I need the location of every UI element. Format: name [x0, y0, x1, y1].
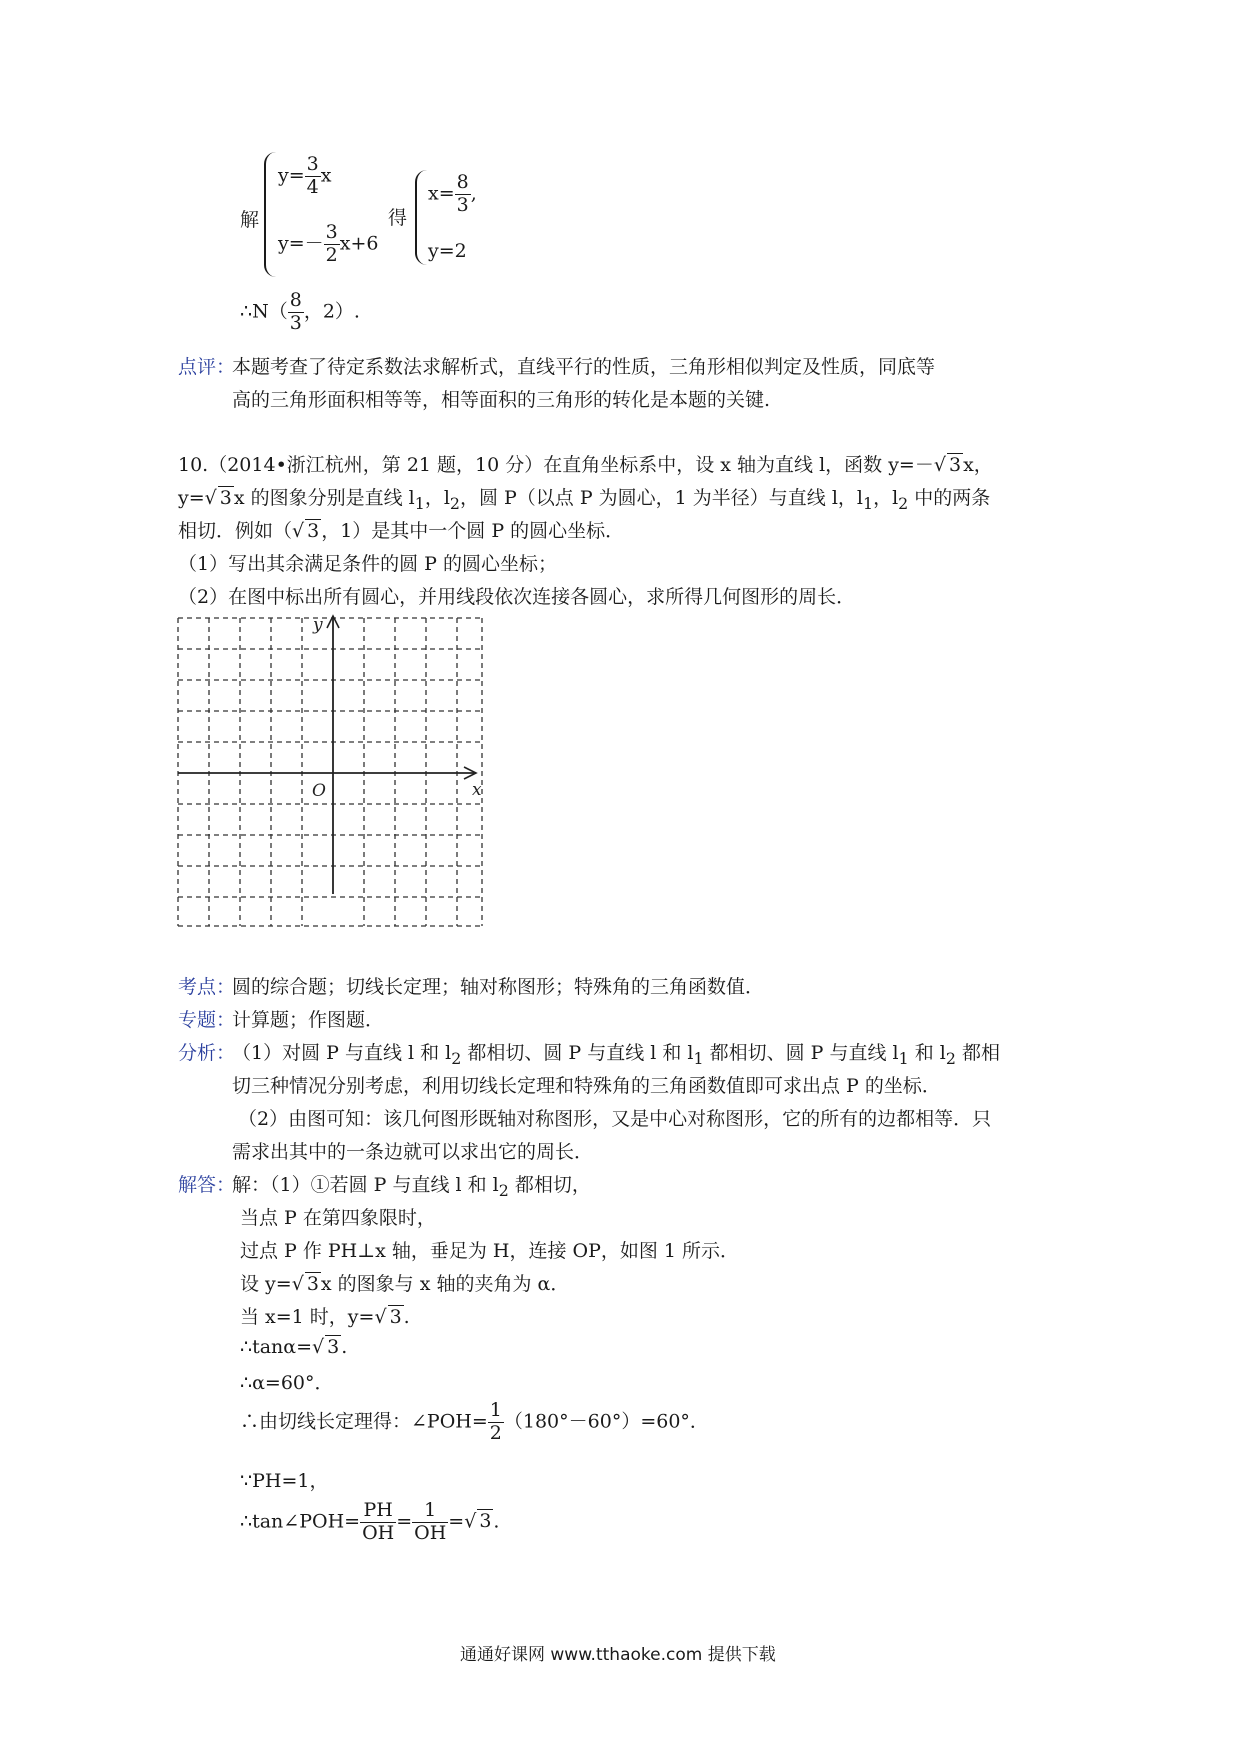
zhuanti-text: 计算题；作图题． — [232, 1009, 385, 1031]
solution-line-6: ∴tanα=√ 3 . — [240, 1336, 348, 1358]
solution-line-3: 过点 P 作 PH⊥x 轴，垂足为 H，连接 OP，如图 1 所示． — [240, 1240, 740, 1262]
solution-line-7: ∴α=60°． — [240, 1372, 334, 1394]
fenxi-line-2: 切三种情况分别考虑，利用切线长定理和特殊角的三角函数值即可求出点 P 的坐标． — [232, 1075, 941, 1097]
x-axis-label: x — [472, 780, 482, 800]
solution-line-4: 设 y=√ 3 x 的图象与 x 轴的夹角为 α． — [240, 1273, 570, 1295]
question-line-1: 10.（2014•浙江杭州，第 21 题，10 分）在直角坐标系中，设 x 轴为直线 l，函数 y=－√ 3 x， — [178, 454, 993, 476]
solution-line-10: ∴tan∠POH= $\frac{PH}{OH}$ = $\frac{1}{OH}$ =√ 3 . — [240, 1499, 500, 1544]
solution-line-2: 当点 P 在第四象限时， — [240, 1207, 436, 1229]
kaodian-label: 考点： — [178, 976, 236, 998]
origin-label: O — [312, 781, 326, 801]
solution-line-9: ∵PH=1， — [240, 1470, 329, 1492]
solution-x: x= $\frac{8}{3}$ , — [428, 171, 477, 216]
solution-y: y=2 — [428, 240, 467, 262]
coordinate-grid — [170, 610, 490, 930]
equation-1: y= $\frac{3}{4}$ x — [278, 153, 332, 198]
question-line-3: 相切．例如（√ 3 ，1）是其中一个圆 P 的圆心坐标． — [178, 520, 625, 542]
question-part-1: （1）写出其余满足条件的圆 P 的圆心坐标； — [178, 553, 557, 575]
solution-line-1: 解：（1）①若圆 P 与直线 l 和 $l_2$ 都相切， — [232, 1174, 591, 1200]
solution-line-8: ∴由切线长定理得：∠POH= $\frac{1}{2}$ （180°－60°）=60°． — [240, 1399, 709, 1444]
review-line-1: 本题考查了待定系数法求解析式，直线平行的性质，三角形相似判定及性质，同底等 — [232, 356, 936, 378]
solution-label: 解答： — [178, 1174, 236, 1196]
n-point: ∴N（ $\frac{8}{3}$ ，2）. — [240, 289, 360, 334]
review-label: 点评： — [178, 356, 236, 378]
zhuanti-label: 专题： — [178, 1009, 236, 1031]
equation-2: y=－ $\frac{3}{2}$ x+6 — [278, 221, 379, 266]
y-axis-label: y — [313, 615, 323, 635]
get-word: 得 — [388, 207, 408, 229]
kaodian-text: 圆的综合题；切线长定理；轴对称图形；特殊角的三角函数值． — [232, 976, 765, 998]
question-part-2: （2）在图中标出所有圆心，并用线段依次连接各圆心，求所得几何图形的周长． — [178, 586, 856, 608]
fenxi-line-1: （1）对圆 P 与直线 l 和 $l_2$ 都相切、圆 P 与直线 l 和 $l_1$ 都相切、圆 P 与直线 $l_1$ 和 $l_2$ 都相 — [232, 1042, 1000, 1068]
question-line-2: y=√ 3 x 的图象分别是直线 $l_1$，$l_2$，圆 P（以点 P 为圆心，1 为半径）与直线 l，$l_1$，$l_2$ 中的两条 — [178, 487, 991, 513]
system-brace-left — [264, 152, 276, 277]
solve-word: 解 — [240, 209, 260, 231]
fenxi-line-3: （2）由图可知：该几何图形既轴对称图形，又是中心对称图形，它的所有的边都相等．只 — [238, 1108, 992, 1130]
fenxi-label: 分析： — [178, 1042, 236, 1064]
review-line-2: 高的三角形面积相等等，相等面积的三角形的转化是本题的关键. — [232, 389, 771, 411]
solution-line-5: 当 x=1 时，y=√ 3 . — [240, 1306, 410, 1328]
solution-brace — [415, 170, 427, 265]
fenxi-line-4: 需求出其中的一条边就可以求出它的周长． — [232, 1141, 594, 1163]
grid-lines — [178, 618, 482, 926]
page-footer: 通通好课网 www.tthaoke.com 提供下载 — [460, 1645, 776, 1665]
